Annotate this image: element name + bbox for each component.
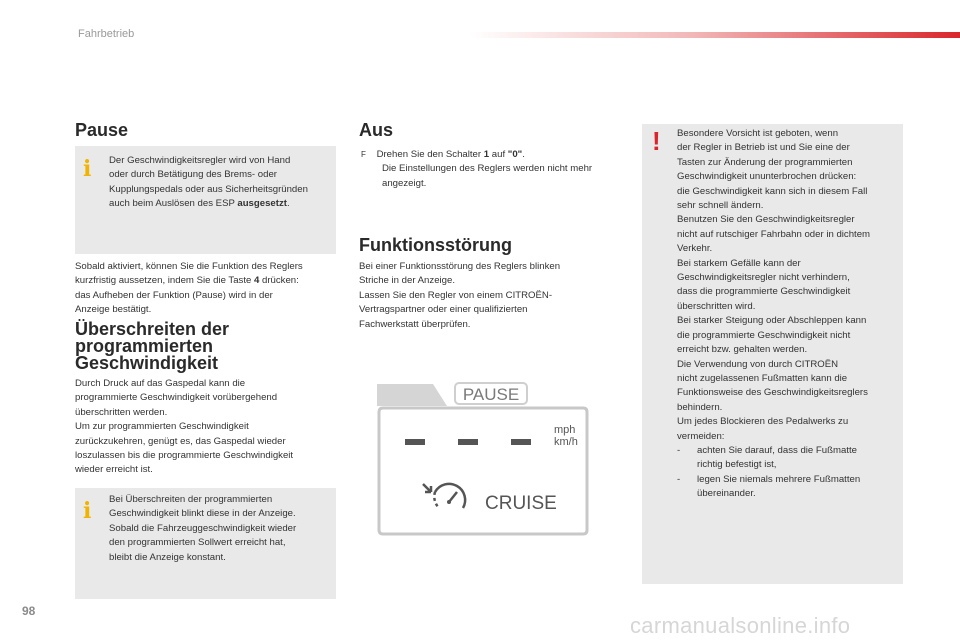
section-label: Fahrbetrieb [78, 28, 135, 40]
display-tab [377, 384, 447, 406]
cruise-display-illustration [373, 380, 593, 538]
off-body-text: F Drehen Sie den Schalter 1 auf "0". Die Einstellungen des Reglers werden nicht mehr angezeigt. [361, 149, 593, 189]
warning-box [642, 124, 903, 584]
malfunction-heading: Funktionsstörung [359, 235, 512, 255]
key-number: 4 [254, 275, 260, 287]
pause-info-box [75, 146, 336, 254]
speed-dash [458, 439, 478, 445]
bullet-marker: F [361, 150, 366, 159]
warning-icon: ! [652, 126, 661, 156]
exceeding-heading: Überschreiten der programmierten Geschwindigkeit [75, 319, 230, 373]
exceeding-info-text: Bei Überschreiten der programmierten Geschwindigkeit blinkt diese in der Anzeige. Sobald die Fahrzeuggeschwindigkeit wieder den programmierten Sollwert erreicht hat, bleibt die Anzeige konstant. [109, 494, 297, 563]
list-item: - legen Sie niemals mehrere Fußmatten [677, 473, 861, 485]
pause-info-text: Der Geschwindigkeitsregler wird von Hand oder durch Betätigung des Brems- oder Kupplungspedals oder aus Sicherheitsgründen auch beim Auslösen des ESP ausgesetzt. [109, 155, 308, 210]
exceeding-info-box [75, 488, 336, 599]
pause-heading: Pause [75, 120, 129, 140]
emphasis: ausgesetzt [237, 198, 287, 210]
watermark: carmanualsonline.info [630, 613, 851, 638]
cruise-label: CRUISE [485, 493, 557, 514]
unit-mph: mph [554, 424, 576, 436]
header-accent-bar [470, 32, 960, 38]
unit-kmh: km/h [554, 436, 578, 448]
info-icon: i [83, 498, 92, 524]
off-heading: Aus [359, 120, 394, 140]
info-icon: i [83, 156, 92, 182]
warning-text: Besondere Vorsicht ist geboten, wenn der Regler in Betrieb ist und Sie eine der Tasten zur Änderung der programmierten Geschwindigkeit ununterbrochen drücken: die Geschwindigkeit kann sich in diesem Fall sehr schnell ändern. Benutzen Sie den Geschwindigkeitsregler nicht auf rutschiger Fahrbahn oder in dichtem Verkehr. Bei starkem Gefälle kann der Geschwindigkeitsregler nicht verhindern, dass die programmierte Geschwindigkeit überschritten wird. Bei starker Steigung oder Abschleppen kann die programmierte Geschwindigkeit nicht erreicht bzw. gehalten werden. Die Verwendung von durch CITROËN nicht zugelassenen Fußmatten kann die Funktionsweise des Geschwindigkeitsreglers behindern. Um jedes Blockieren des Pedalwerks zu vermeiden: - achten Sie darauf, dass die Fußmatte richtig befestigt ist, - legen Sie niemals mehrere Fußmatten übereinander. [677, 127, 901, 502]
speed-dash [511, 439, 531, 445]
speed-dash [405, 439, 425, 445]
pause-body-text: Sobald aktiviert, können Sie die Funktion des Reglers kurzfristig aussetzen, indem Sie die Taste 4 drücken: das Aufheben der Funktion (Pause) wird in der Anzeige bestätigt. [75, 261, 303, 316]
malfunction-body-text: Bei einer Funktionsstörung des Reglers blinken Striche in der Anzeige. Lassen Sie den Regler von einem CITROËN- Vertragspartner oder einer qualifizierten Fachwerkstatt überprüfen. [359, 261, 561, 330]
list-item: - achten Sie darauf, dass die Fußmatte [677, 444, 857, 456]
exceeding-body-text: Durch Druck auf das Gaspedal kann die programmierte Geschwindigkeit vorübergehend überschritten werden. Um zur programmierten Geschwindigkeit zurückzukehren, genügt es, das Gaspedal wieder loszulassen bis die programmierte Geschwindigkeit wieder erreicht ist. [75, 378, 294, 476]
pause-label: PAUSE [462, 385, 520, 404]
page-number: 98 [22, 604, 36, 618]
